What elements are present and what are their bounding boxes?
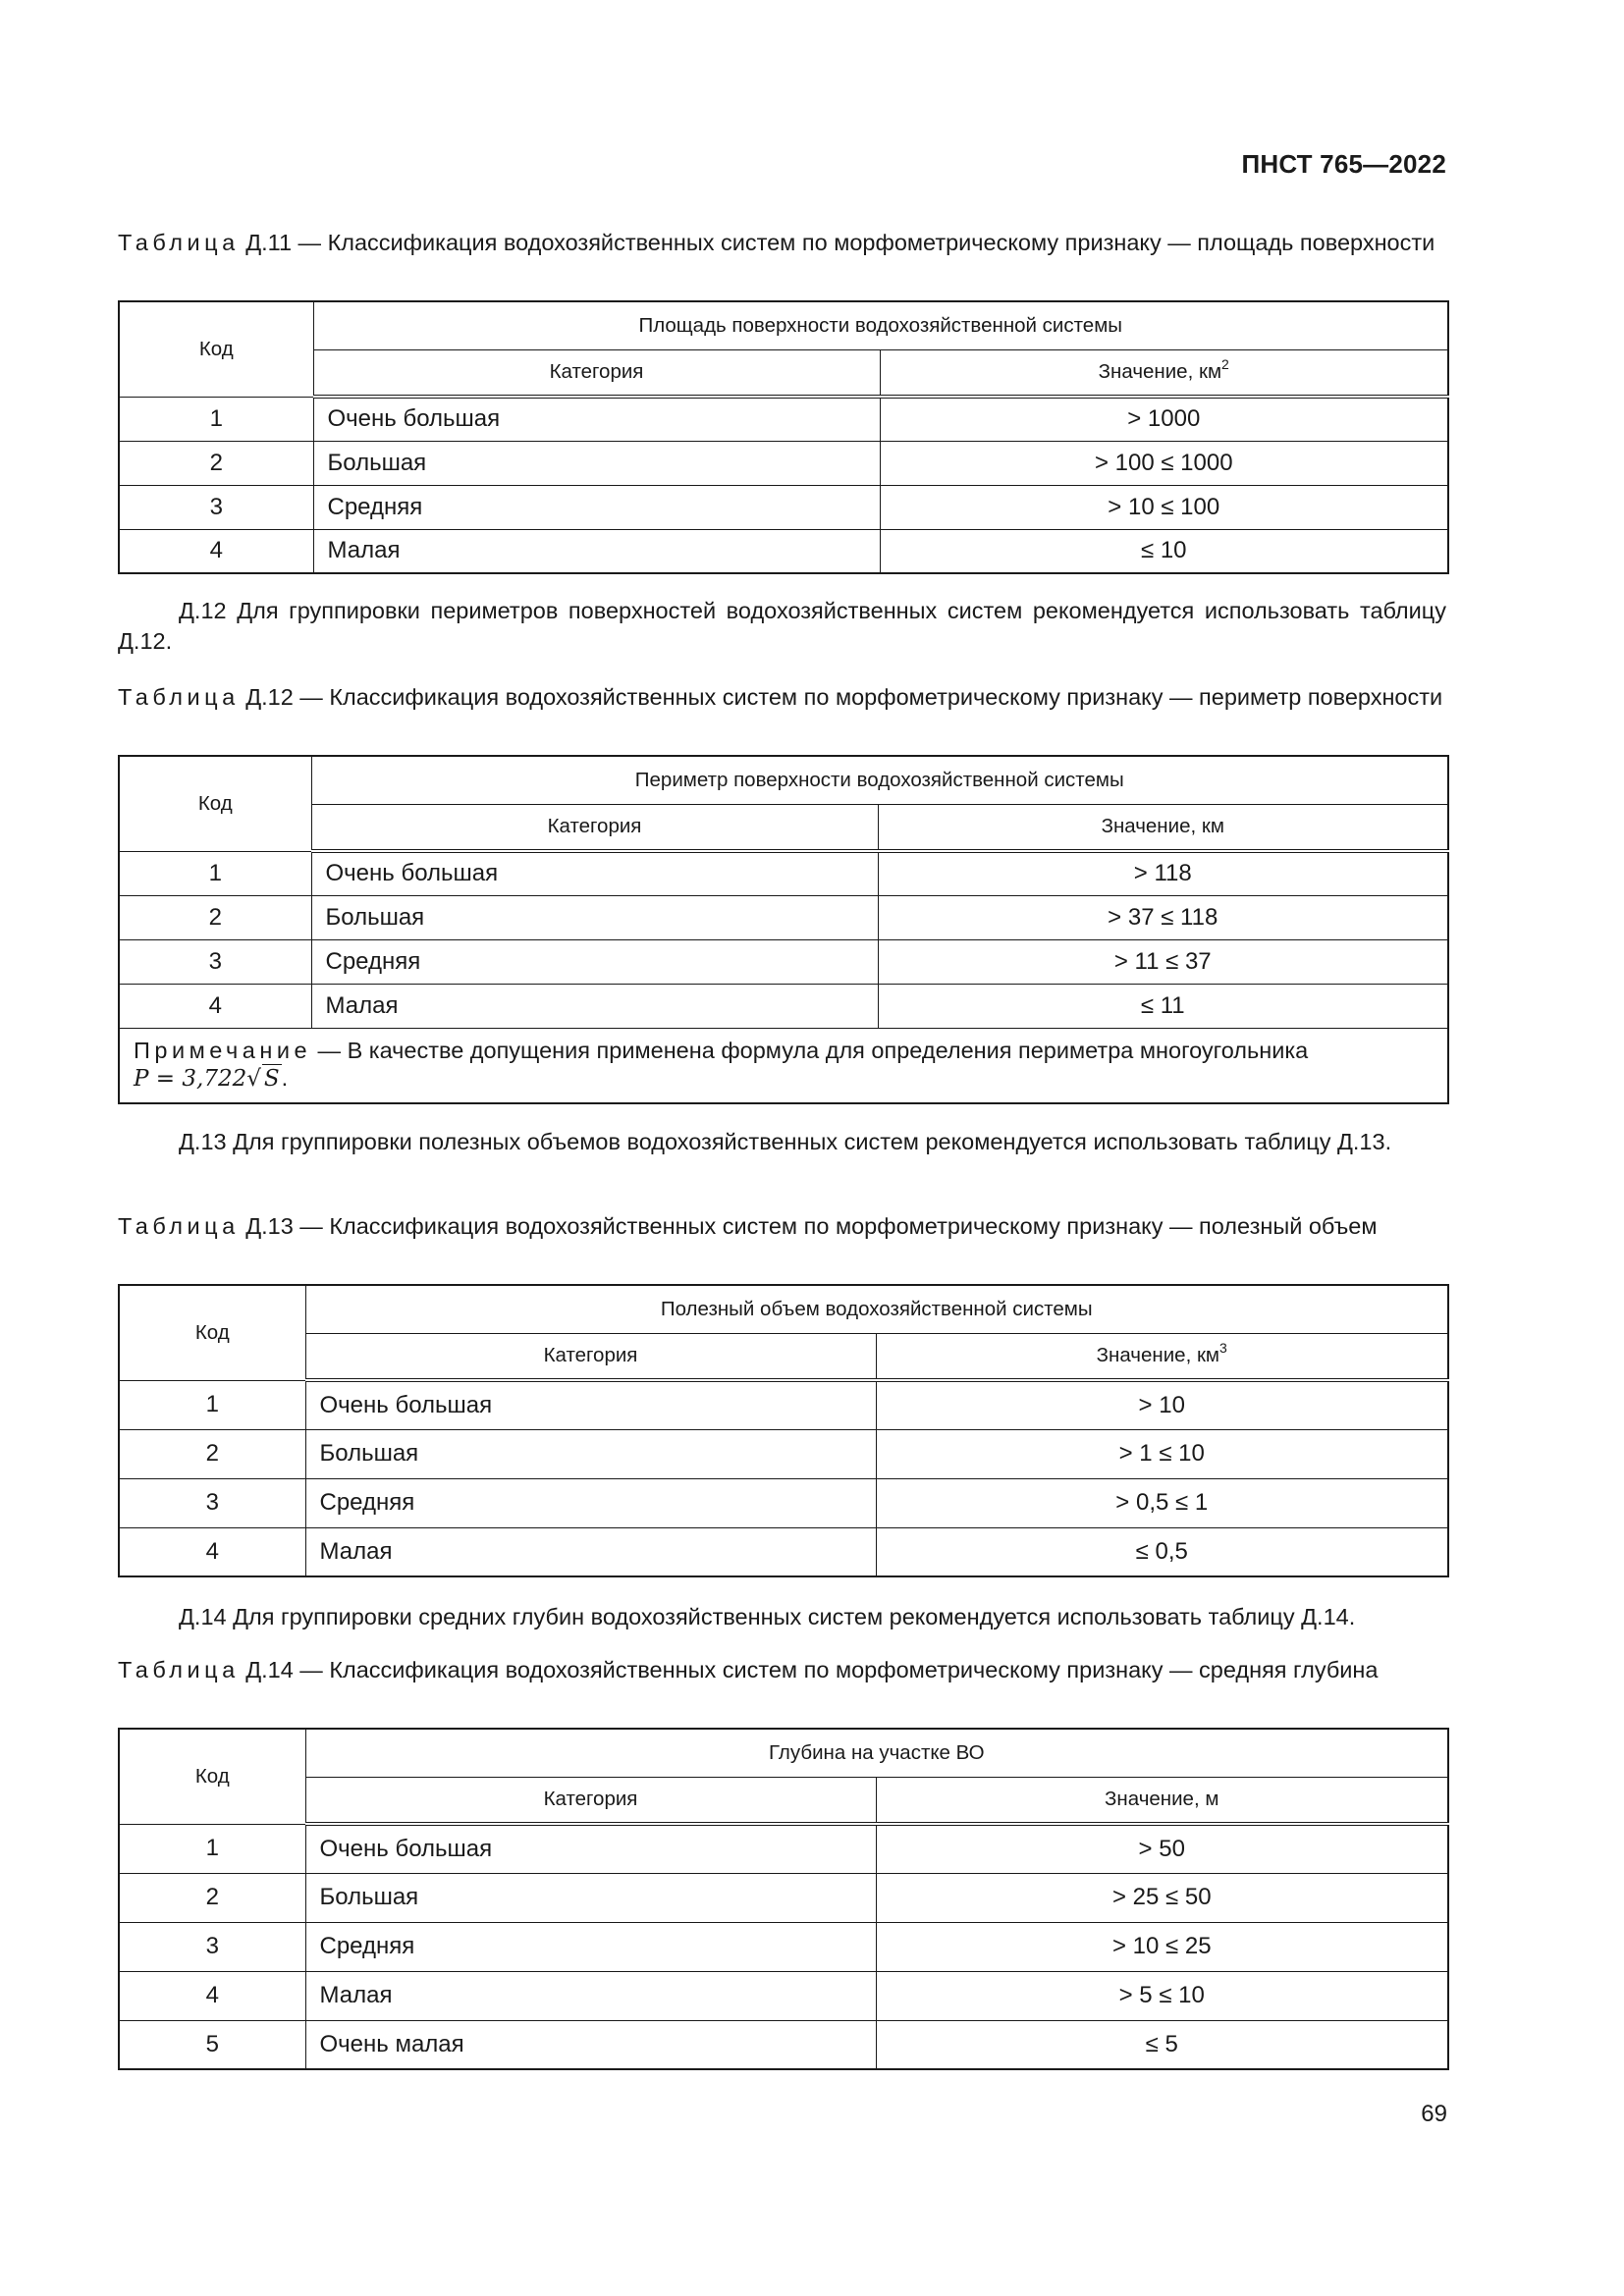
cell-category: Большая xyxy=(313,441,880,485)
cell-kod: 4 xyxy=(119,984,311,1028)
caption-text: Д.12 — Классификация водохозяйственных систем по морфометрическому признаку — периметр поверхности xyxy=(245,684,1443,710)
cell-category: Очень большая xyxy=(305,1380,876,1429)
header-kod: Код xyxy=(119,1285,305,1380)
cell-value: > 1 ≤ 10 xyxy=(876,1429,1448,1478)
cell-value: > 0,5 ≤ 1 xyxy=(876,1478,1448,1527)
note-text: — В качестве допущения применена формула для определения периметра многоугольника xyxy=(311,1037,1309,1063)
table-note: Примечание — В качестве допущения применена формула для определения периметра многоугольника P = 3,722√ S. xyxy=(119,1028,1448,1103)
header-category: Категория xyxy=(305,1333,876,1380)
table-subheader-row xyxy=(119,349,1448,397)
table-header-row xyxy=(119,756,1448,804)
cell-kod: 1 xyxy=(119,851,311,895)
cell-value: > 1000 xyxy=(880,397,1448,441)
header-category: Категория xyxy=(311,804,878,851)
cell-value: > 10 xyxy=(876,1380,1448,1429)
cell-value: > 10 ≤ 100 xyxy=(880,485,1448,529)
table-subheader-row xyxy=(119,1777,1448,1824)
cell-value: > 118 xyxy=(878,851,1448,895)
paragraph-d12: Д.12 Для группировки периметров поверхностей водохозяйственных систем рекомендуется использовать таблицу Д.12. xyxy=(118,598,1446,654)
note-label: Примечание xyxy=(134,1037,312,1063)
header-value: Значение, км xyxy=(878,804,1448,851)
cell-category: Малая xyxy=(311,984,878,1028)
cell-kod: 3 xyxy=(119,1478,305,1527)
cell-value: > 50 xyxy=(876,1824,1448,1873)
caption-word: Таблица xyxy=(118,1657,240,1682)
cell-kod: 4 xyxy=(119,1527,305,1576)
table-row xyxy=(119,397,1448,441)
table-caption-d14 xyxy=(118,1655,1446,1684)
table-subheader-row xyxy=(119,1333,1448,1380)
cell-category: Большая xyxy=(311,895,878,939)
table-row xyxy=(119,1429,1448,1478)
cell-value: > 10 ≤ 25 xyxy=(876,1922,1448,1971)
table-header-row xyxy=(119,1729,1448,1777)
header-group: Периметр поверхности водохозяйственной системы xyxy=(311,756,1448,804)
cell-category: Малая xyxy=(313,529,880,573)
cell-kod: 5 xyxy=(119,2020,305,2069)
cell-category: Большая xyxy=(305,1873,876,1922)
cell-category: Малая xyxy=(305,1971,876,2020)
cell-kod: 1 xyxy=(119,1824,305,1873)
table-row xyxy=(119,1922,1448,1971)
cell-value: ≤ 10 xyxy=(880,529,1448,573)
table-row xyxy=(119,1824,1448,1873)
cell-value: ≤ 0,5 xyxy=(876,1527,1448,1576)
cell-category: Очень большая xyxy=(311,851,878,895)
table-row xyxy=(119,1971,1448,2020)
table-row xyxy=(119,1527,1448,1576)
cell-category: Средняя xyxy=(305,1922,876,1971)
header-kod: Код xyxy=(119,756,311,851)
table-subheader-row xyxy=(119,804,1448,851)
cell-category: Очень малая xyxy=(305,2020,876,2069)
cell-value: > 37 ≤ 118 xyxy=(878,895,1448,939)
table-row xyxy=(119,1873,1448,1922)
table-row xyxy=(119,851,1448,895)
table-row xyxy=(119,984,1448,1028)
table-note-row xyxy=(119,1028,1448,1103)
cell-value: > 25 ≤ 50 xyxy=(876,1873,1448,1922)
cell-kod: 1 xyxy=(119,1380,305,1429)
table-row xyxy=(119,939,1448,984)
cell-kod: 3 xyxy=(119,1922,305,1971)
cell-value: > 100 ≤ 1000 xyxy=(880,441,1448,485)
document-code: ПНСТ 765—2022 xyxy=(1241,149,1446,179)
table-row xyxy=(119,485,1448,529)
cell-kod: 3 xyxy=(119,939,311,984)
page-number: 69 xyxy=(1421,2101,1447,2127)
cell-kod: 2 xyxy=(119,895,311,939)
caption-word: Таблица xyxy=(118,230,240,255)
cell-kod: 2 xyxy=(119,441,313,485)
cell-category: Очень большая xyxy=(305,1824,876,1873)
cell-value: > 5 ≤ 10 xyxy=(876,1971,1448,2020)
table-header-row xyxy=(119,301,1448,349)
cell-category: Малая xyxy=(305,1527,876,1576)
header-group: Полезный объем водохозяйственной системы xyxy=(305,1285,1448,1333)
header-group: Глубина на участке ВО xyxy=(305,1729,1448,1777)
table-row xyxy=(119,1478,1448,1527)
cell-kod: 1 xyxy=(119,397,313,441)
table-header-row xyxy=(119,1285,1448,1333)
header-category: Категория xyxy=(305,1777,876,1824)
table-row xyxy=(119,1380,1448,1429)
table-row xyxy=(119,895,1448,939)
cell-kod: 4 xyxy=(119,529,313,573)
caption-text: Д.14 — Классификация водохозяйственных систем по морфометрическому признаку — средняя глубина xyxy=(245,1657,1379,1682)
cell-category: Большая xyxy=(305,1429,876,1478)
caption-word: Таблица xyxy=(118,1213,240,1239)
cell-category: Средняя xyxy=(305,1478,876,1527)
cell-value: ≤ 11 xyxy=(878,984,1448,1028)
table-d14 xyxy=(118,1728,1449,2070)
cell-category: Средняя xyxy=(311,939,878,984)
table-d13 xyxy=(118,1284,1449,1577)
cell-kod: 2 xyxy=(119,1873,305,1922)
header-kod: Код xyxy=(119,1729,305,1824)
header-kod: Код xyxy=(119,301,313,397)
caption-text: Д.13 — Классификация водохозяйственных систем по морфометрическому признаку — полезный объем xyxy=(245,1213,1378,1239)
table-row xyxy=(119,2020,1448,2069)
cell-kod: 2 xyxy=(119,1429,305,1478)
table-caption-d11 xyxy=(118,228,1446,257)
table-caption-d12 xyxy=(118,682,1446,712)
cell-category: Средняя xyxy=(313,485,880,529)
header-value: Значение, м xyxy=(876,1777,1448,1824)
caption-word: Таблица xyxy=(118,684,240,710)
header-category: Категория xyxy=(313,349,880,397)
paragraph-d13: Д.13 Для группировки полезных объемов водохозяйственных систем рекомендуется использовать таблицу Д.13. xyxy=(179,1129,1392,1154)
cell-category: Очень большая xyxy=(313,397,880,441)
table-row xyxy=(119,529,1448,573)
table-d12 xyxy=(118,755,1449,1104)
paragraph-d14: Д.14 Для группировки средних глубин водохозяйственных систем рекомендуется использовать таблицу Д.14. xyxy=(179,1604,1356,1629)
cell-kod: 4 xyxy=(119,1971,305,2020)
caption-text: Д.11 — Классификация водохозяйственных систем по морфометрическому признаку — площадь поверхности xyxy=(245,230,1435,255)
note-formula: P = 3,722√ S xyxy=(134,1065,280,1092)
header-value: Значение, $км^2$ xyxy=(880,349,1448,397)
table-d11 xyxy=(118,300,1449,574)
cell-value: > 11 ≤ 37 xyxy=(878,939,1448,984)
cell-value: ≤ 5 xyxy=(876,2020,1448,2069)
table-caption-d13 xyxy=(118,1211,1446,1241)
header-value: Значение, $км^3$ xyxy=(876,1333,1448,1380)
table-row xyxy=(119,441,1448,485)
header-group: Площадь поверхности водохозяйственной системы xyxy=(313,301,1448,349)
cell-kod: 3 xyxy=(119,485,313,529)
